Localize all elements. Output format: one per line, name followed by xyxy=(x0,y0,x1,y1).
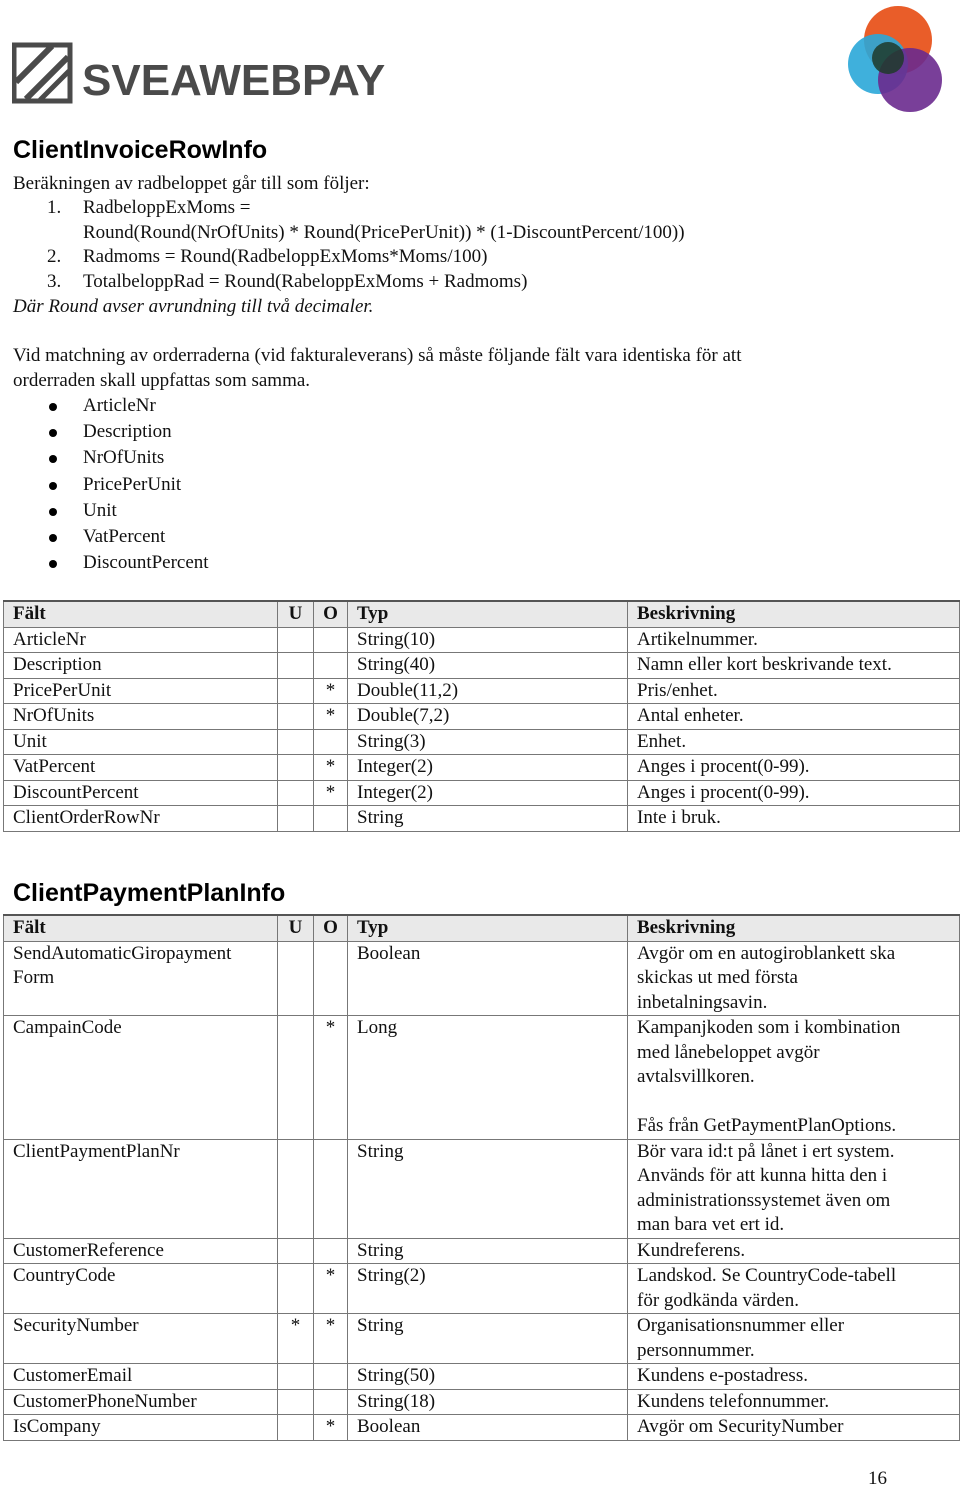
cell-field: ArticleNr xyxy=(4,627,278,653)
calculation-step xyxy=(13,270,685,295)
header-type: Typ xyxy=(348,915,628,941)
step-text: RadbeloppExMoms = xyxy=(83,197,251,218)
cell-o: * xyxy=(314,780,348,806)
bullet-icon xyxy=(13,419,83,445)
cell-type: String xyxy=(348,1238,628,1264)
cell-description: Kundreferens. xyxy=(628,1238,960,1264)
cell-o xyxy=(314,729,348,755)
cell-o: * xyxy=(314,704,348,730)
rounding-note: Där Round avser avrundning till två decimaler. xyxy=(13,296,374,317)
bullet-icon xyxy=(13,472,83,498)
section-title-client-payment-plan-info: ClientPaymentPlanInfo xyxy=(13,879,286,907)
table-row xyxy=(4,627,960,653)
cell-field: DiscountPercent xyxy=(4,780,278,806)
cell-field: ClientOrderRowNr xyxy=(4,806,278,832)
cell-u xyxy=(278,653,314,679)
cell-u xyxy=(278,627,314,653)
step-text: Radmoms = Round(RadbeloppExMoms*Moms/100) xyxy=(83,246,488,267)
header-field: Fält xyxy=(4,601,278,627)
header-o: O xyxy=(314,601,348,627)
table-row xyxy=(4,806,960,832)
list-item-label: Description xyxy=(83,421,172,443)
brand-name: SVEAWEBPAY xyxy=(82,56,386,105)
cell-type: String xyxy=(348,1139,628,1238)
cell-field: Description xyxy=(4,653,278,679)
cell-type: Double(11,2) xyxy=(348,678,628,704)
cell-o xyxy=(314,1139,348,1238)
cell-o xyxy=(314,806,348,832)
cell-description: Kampanjkoden som i kombination med lånebeloppet avgör avtalsvillkoren. Fås från GetPaymentPlanOptions. xyxy=(628,1016,960,1140)
cell-o xyxy=(314,941,348,1016)
section-title-client-invoice-row-info: ClientInvoiceRowInfo xyxy=(13,136,268,164)
cell-description: Artikelnummer. xyxy=(628,627,960,653)
cell-type: Boolean xyxy=(348,1415,628,1441)
cell-description: Anges i procent(0-99). xyxy=(628,755,960,781)
table-row xyxy=(4,755,960,781)
step-number: 3. xyxy=(47,270,62,292)
list-item xyxy=(13,472,209,498)
cell-u xyxy=(278,1016,314,1140)
cell-o: * xyxy=(314,1314,348,1364)
list-item xyxy=(13,550,209,576)
payment-plan-table xyxy=(3,914,960,1441)
cell-field: CampainCode xyxy=(4,1016,278,1140)
cell-type: String(3) xyxy=(348,729,628,755)
table-header-row xyxy=(4,601,960,627)
cell-o: * xyxy=(314,1016,348,1140)
table-row xyxy=(4,1415,960,1441)
cell-type: String xyxy=(348,806,628,832)
bullet-icon xyxy=(13,524,83,550)
list-item xyxy=(13,524,209,550)
step-number: 2. xyxy=(47,246,62,267)
cell-type: String(2) xyxy=(348,1264,628,1314)
cell-u xyxy=(278,780,314,806)
cell-o: * xyxy=(314,1415,348,1441)
cell-u xyxy=(278,729,314,755)
bullet-icon xyxy=(13,550,83,576)
calculation-step xyxy=(13,221,685,246)
calculation-step xyxy=(13,245,685,270)
bullet-icon xyxy=(13,445,83,471)
header-type: Typ xyxy=(348,601,628,627)
cell-o: * xyxy=(314,1264,348,1314)
header-field: Fält xyxy=(4,915,278,941)
cell-description: Avgör om en autogiroblankett ska skickas ut med första inbetalningsavin. xyxy=(628,941,960,1016)
page-number: 16 xyxy=(868,1468,887,1489)
cell-description: Avgör om SecurityNumber xyxy=(628,1415,960,1441)
cell-type: String xyxy=(348,1314,628,1364)
cell-u xyxy=(278,941,314,1016)
cell-type: String(10) xyxy=(348,627,628,653)
matching-fields-list xyxy=(13,393,209,576)
cell-u xyxy=(278,1415,314,1441)
table-row xyxy=(4,678,960,704)
list-item-label: VatPercent xyxy=(83,525,166,547)
cell-field: CountryCode xyxy=(4,1264,278,1314)
cell-type: Boolean xyxy=(348,941,628,1016)
cell-description: Bör vara id:t på lånet i ert system. Används för att kunna hitta den i administrationssystemet även om man bara vet ert id. xyxy=(628,1139,960,1238)
cell-u: * xyxy=(278,1314,314,1364)
list-item xyxy=(13,419,209,445)
cell-description: Enhet. xyxy=(628,729,960,755)
cell-field: ClientPaymentPlanNr xyxy=(4,1139,278,1238)
cell-field: VatPercent xyxy=(4,755,278,781)
cell-description: Antal enheter. xyxy=(628,704,960,730)
cell-description: Pris/enhet. xyxy=(628,678,960,704)
step-number: 1. xyxy=(47,197,62,218)
bullet-icon xyxy=(13,498,83,524)
cell-o xyxy=(314,1389,348,1415)
table-row xyxy=(4,653,960,679)
table-row xyxy=(4,1264,960,1314)
cell-u xyxy=(278,1264,314,1314)
cell-o xyxy=(314,1364,348,1390)
cell-o xyxy=(314,627,348,653)
cell-u xyxy=(278,1238,314,1264)
table-row xyxy=(4,941,960,1016)
brand-circles-icon xyxy=(846,4,946,112)
cell-description: Landskod. Se CountryCode-tabell för godkända värden. xyxy=(628,1264,960,1314)
calculation-steps xyxy=(13,196,685,294)
list-item-label: PricePerUnit xyxy=(83,473,182,495)
cell-field: SecurityNumber xyxy=(4,1314,278,1364)
step-text: TotalbeloppRad = Round(RabeloppExMoms + Radmoms) xyxy=(83,270,528,292)
table-row xyxy=(4,1139,960,1238)
header-o: O xyxy=(314,915,348,941)
cell-field: Unit xyxy=(4,729,278,755)
cell-description: Kundens e-postadress. xyxy=(628,1364,960,1390)
cell-description: Inte i bruk. xyxy=(628,806,960,832)
header-u: U xyxy=(278,915,314,941)
cell-type: String(40) xyxy=(348,653,628,679)
cell-type: String(18) xyxy=(348,1389,628,1415)
matching-text xyxy=(13,344,741,393)
list-item xyxy=(13,498,209,524)
cell-description: Anges i procent(0-99). xyxy=(628,780,960,806)
cell-description: Namn eller kort beskrivande text. xyxy=(628,653,960,679)
cell-u xyxy=(278,678,314,704)
cell-o xyxy=(314,1238,348,1264)
cell-field: PricePerUnit xyxy=(4,678,278,704)
header-description: Beskrivning xyxy=(628,601,960,627)
calculation-intro: Beräkningen av radbeloppet går till som följer: xyxy=(13,173,370,194)
cell-type: Double(7,2) xyxy=(348,704,628,730)
table-row xyxy=(4,1016,960,1140)
table-row xyxy=(4,704,960,730)
list-item-label: DiscountPercent xyxy=(83,552,209,574)
cell-type: Integer(2) xyxy=(348,755,628,781)
header-description: Beskrivning xyxy=(628,915,960,941)
cell-field: IsCompany xyxy=(4,1415,278,1441)
cell-description: Kundens telefonnummer. xyxy=(628,1389,960,1415)
invoice-row-table xyxy=(3,600,960,832)
list-item-label: Unit xyxy=(83,499,117,521)
table-header-row xyxy=(4,915,960,941)
cell-type: Integer(2) xyxy=(348,780,628,806)
cell-o: * xyxy=(314,678,348,704)
cell-field: CustomerEmail xyxy=(4,1364,278,1390)
cell-type: String(50) xyxy=(348,1364,628,1390)
cell-field: NrOfUnits xyxy=(4,704,278,730)
cell-field: CustomerReference xyxy=(4,1238,278,1264)
table-row xyxy=(4,780,960,806)
table-row xyxy=(4,1314,960,1364)
cell-u xyxy=(278,704,314,730)
matching-text-line-2: orderraden skall uppfattas som samma. xyxy=(13,369,311,391)
cell-u xyxy=(278,1364,314,1390)
cell-o: * xyxy=(314,755,348,781)
table-row xyxy=(4,1238,960,1264)
cell-u xyxy=(278,755,314,781)
cell-u xyxy=(278,806,314,832)
step-text: Round(Round(NrOfUnits) * Round(PricePerUnit)) * (1-DiscountPercent/100)) xyxy=(83,221,685,243)
list-item xyxy=(13,445,209,471)
header-u: U xyxy=(278,601,314,627)
matching-text-line-1: Vid matchning av orderraderna (vid fakturaleverans) så måste följande fält vara identiska för att xyxy=(13,345,742,366)
bullet-icon xyxy=(13,393,83,419)
cell-type: Long xyxy=(348,1016,628,1140)
cell-o xyxy=(314,653,348,679)
list-item-label: NrOfUnits xyxy=(83,447,165,469)
table-row xyxy=(4,1364,960,1390)
cell-description: Organisationsnummer eller personnummer. xyxy=(628,1314,960,1364)
table-row xyxy=(4,729,960,755)
cell-field: CustomerPhoneNumber xyxy=(4,1389,278,1415)
list-item xyxy=(13,393,209,419)
cell-field: SendAutomaticGiropayment Form xyxy=(4,941,278,1016)
table-row xyxy=(4,1389,960,1415)
list-item-label: ArticleNr xyxy=(83,395,156,416)
calculation-step xyxy=(13,196,685,221)
cell-u xyxy=(278,1389,314,1415)
cell-u xyxy=(278,1139,314,1238)
